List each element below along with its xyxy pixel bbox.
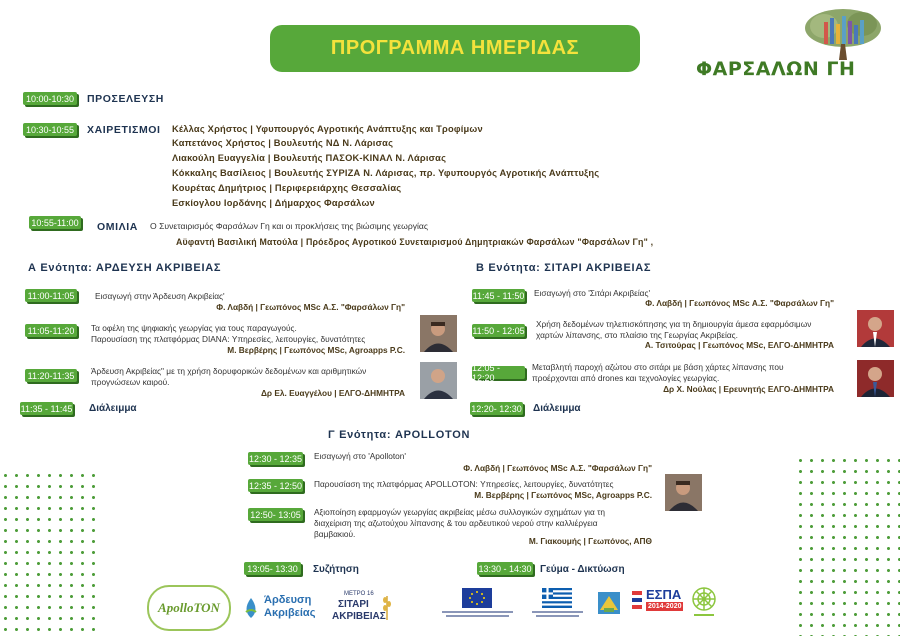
dot-pattern-left [0,470,100,636]
sitari-logo-line2: ΑΚΡΙΒΕΙΑΣ [332,611,386,622]
session-description: χαρτών λίπανσης, στο πλαίσιο της Γεωργίας Ακριβείας. [536,330,738,340]
wheat-icon [382,594,392,620]
ministry-logo-icon [596,590,622,616]
arrival-label: ΠΡΟΣΕΛΕΥΣΗ [87,93,164,105]
apolloton-logo: ApolloTON [147,585,231,631]
time-badge: 11:45 - 11:50 [472,290,525,301]
session-description: Εισαγωγή στο 'Σιτάρι Ακριβείας' [534,288,651,298]
farsalon-gi-tree-logo [804,8,882,60]
session-description: διαχείριση της αζωτούχου λίπανσης & του αρδευτικού νερού στην καλλιέργεια [314,518,598,528]
greeting-speaker: Κέλλας Χρήστος | Υφυπουργός Αγροτικής Ανάπτυξης και Τροφίμων [172,124,483,134]
session-speaker: Μ. Βερβέρης | Γεωπόνος MSc, Agroapps P.C. [474,490,652,500]
session-description: Τα οφέλη της ψηφιακής γεωργίας για τους παραγωγούς. [91,323,297,333]
session-description: Μεταβλητή παροχή αζώτου στο σιτάρι με βάση χάρτες λίπανσης που [532,362,784,372]
session-speaker: Φ. Λαβδή | Γεωπόνος MSc Α.Σ. "Φαρσάλων Γη" [645,298,834,308]
session-description: Παρουσίαση της πλατφόρμας APOLLOTON: Υπηρεσίες, λειτουργίες, δυνατότητες [314,479,614,489]
sitari-logo-line1: ΣΙΤΑΡΙ [338,599,369,610]
time-badge: 12:30 - 12:35 [248,453,303,464]
speaker-photo [857,360,894,397]
time-badge: 11:50 - 12:05 [472,325,525,336]
sitari-akriveias-logo [330,590,392,628]
greeting-speaker: Κόκκαλης Βασίλειος | Βουλευτής ΣΥΡΙΖΑ Ν. Λάρισας, πρ. Υφυπουργός Αγροτικής Ανάπτυξης [172,168,600,178]
session-speaker: Φ. Λαβδή | Γεωπόνος MSc Α.Σ. "Φαρσάλων Γη" [216,302,405,312]
greeting-speaker: Καπετάνος Χρήστος | Βουλευτής ΝΔ Ν. Λάρισας [172,138,394,148]
session-speaker: Φ. Λαβδή | Γεωπόνος MSc Α.Σ. "Φαρσάλων Γη" [463,463,652,473]
time-badge: 11:20-11:35 [25,369,77,382]
greeting-speaker: Κουρέτας Δημήτριος | Περιφερειάρχης Θεσσαλίας [172,183,402,193]
session-description: Εισαγωγή στο 'Apolloton' [314,451,406,461]
session-description: Χρήση δεδομένων τηλεπισκόπησης για τη δημιουργία άμεσα εφαρμόσιμων [536,319,812,329]
time-badge: 11:00-11:05 [25,289,77,302]
time-badge: 10:30-10:55 [23,123,77,136]
break-label: Διάλειμμα [89,403,137,414]
session-speaker: Α. Τσιτούρας | Γεωπόνος MSc, ΕΛΓΟ-ΔΗΜΗΤΡΑ [644,340,834,350]
section-b-title: Β Ενότητα: ΣΙΤΑΡΙ ΑΚΡΙΒΕΙΑΣ [476,262,652,274]
elgo-logo-icon [690,585,718,621]
ardeusi-logo-line1: Άρδευση [264,594,312,606]
sitari-logo-small: ΜΕΤΡΟ 16 [344,591,374,597]
page-title: ΠΡΟΓΡΑΜΜΑ ΗΜΕΡΙΔΑΣ [270,25,640,72]
session-description: Άρδευση Ακριβείας" με τη χρήση δορυφορικών δεδομένων και αριθμητικών [91,366,367,376]
time-badge: 10:55-11:00 [29,216,81,229]
speaker-photo [857,310,894,347]
time-badge: 12:50- 13:05 [248,508,303,521]
time-badge: 13:05- 13:30 [244,562,301,575]
dot-pattern-right [795,455,900,636]
ardeusi-akriveias-logo [240,592,320,626]
session-description: Εισαγωγή στην Άρδευση Ακριβείας' [95,291,225,301]
speech-label: ΟΜΙΛΙΑ [97,221,138,233]
break-label: Διάλειμμα [533,403,581,414]
session-description: βαμβακιού. [314,529,356,539]
ardeusi-logo-line2: Ακριβείας [264,607,316,619]
session-description: προέρχονται από drones και τεχνολογίες γεωργίας. [532,373,720,383]
espa-logo [630,587,685,623]
speaker-photo [420,315,457,352]
greetings-label: ΧΑΙΡΕΤΙΣΜΟΙ [87,124,161,136]
session-description: Παρουσίαση της πλατφόρμας DIANA: Υπηρεσίες, λειτουργίες, δυνατότητες [91,334,366,344]
speech-speaker: Αϋφαντή Βασιλική Ματούλα | Πρόεδρος Αγροτικού Συνεταιρισμού Δημητριακών Φαρσάλων "Φαρσάλων Γη" , [176,237,654,247]
time-badge: 11:35 - 11:45 [20,403,73,414]
time-badge: 12:35 - 12:50 [248,480,303,491]
time-badge: 12:05 - 12:20 [472,366,525,379]
time-badge: 13:30 - 14:30 [478,563,532,574]
section-a-title: Α Ενότητα: ΑΡΔΕΥΣΗ ΑΚΡΙΒΕΙΑΣ [28,262,222,274]
session-speaker: Δρ Ελ. Ευαγγέλου | ΕΛΓΟ-ΔΗΜΗΤΡΑ [260,388,405,398]
eu-flag-icon [440,588,515,620]
session-speaker: Μ. Βερβέρης | Γεωπόνος MSc, Agroapps P.C. [227,345,405,355]
session-description: Αξιοποίηση εφαρμογών γεωργίας ακριβείας μέσω συλλογικών σχημάτων για τη [314,507,605,517]
speaker-photo [420,362,457,399]
speaker-photo [665,474,702,511]
session-speaker: Δρ Χ. Νούλας | Ερευνητής ΕΛΓΟ-ΔΗΜΗΤΡΑ [663,384,834,394]
discussion-label: Συζήτηση [313,564,359,575]
section-c-title: Γ Ενότητα: APOLLOTON [328,429,471,441]
farsalon-gi-logo-text: ΦΑΡΣΑΛΩΝ ΓΗ [696,58,856,80]
time-badge: 12:20- 12:30 [471,403,522,414]
lunch-label: Γεύμα - Δικτύωση [540,564,625,575]
greeting-speaker: Εσκίογλου Ιορδάνης | Δήμαρχος Φαρσάλων [172,198,375,208]
session-description: προγνώσεων καιρού. [91,377,170,387]
speech-text: Ο Συνεταιρισμός Φαρσάλων Γη και οι προκλήσεις της βιώσιμης γεωργίας [150,221,429,231]
greeting-speaker: Λιακούλη Ευαγγελία | Βουλευτής ΠΑΣΟΚ-ΚΙΝΑΛ Ν. Λάρισας [172,153,447,163]
time-badge: 11:05-11:20 [25,324,77,337]
espa-logo-title: ΕΣΠΑ [646,587,682,602]
time-badge: 10:00-10:30 [23,92,77,105]
espa-icon [630,589,644,611]
session-speaker: Μ. Γιακουμής | Γεωπόνος, ΑΠΘ [528,536,652,546]
espa-logo-years: 2014-2020 [648,603,682,610]
water-drop-icon [240,596,262,620]
greek-flag-icon [530,588,585,620]
